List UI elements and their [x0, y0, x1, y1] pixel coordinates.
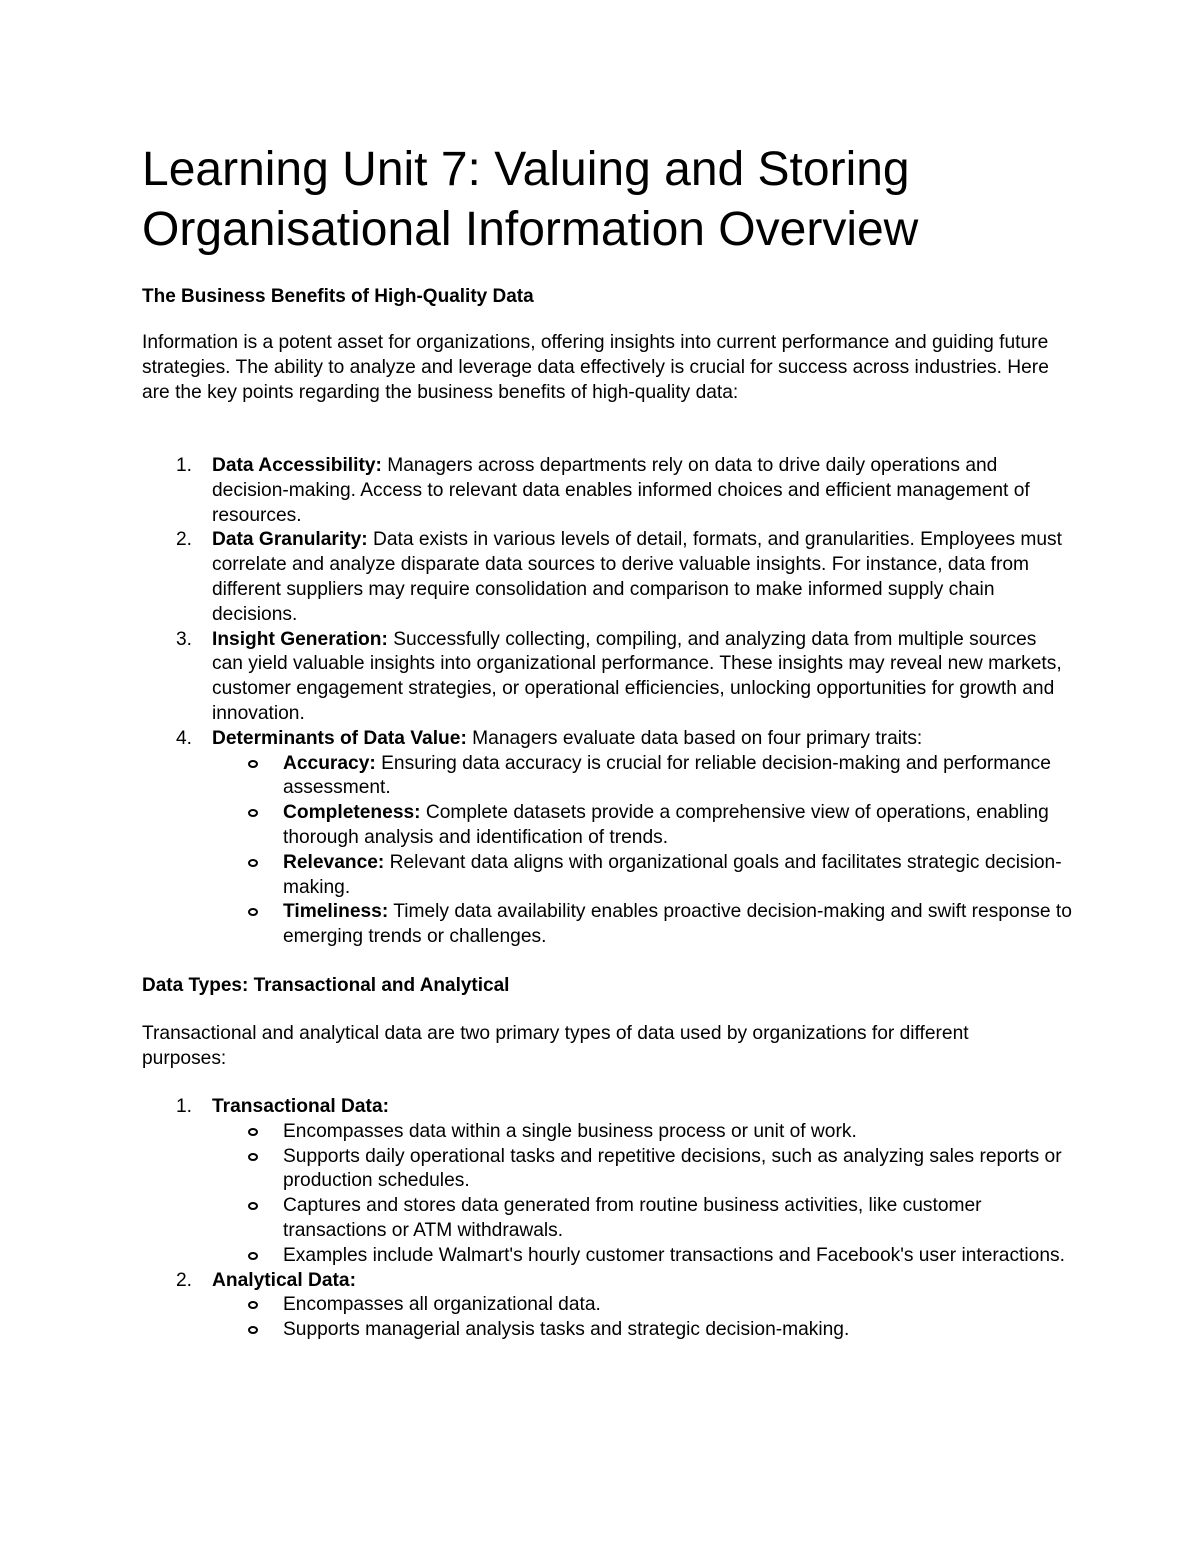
list-number: 1.	[176, 1096, 193, 1117]
list-item-text: Successfully collecting, compiling, and analyzing data from multiple sources can yield valuable insights into organizational performance. These insights may reveal new markets, customer engagement strategies, or operational efficiencies, unlocking opportunities for growth and innovation.	[212, 628, 1062, 724]
sub-list-item	[212, 851, 1073, 901]
data-value-traits-list	[212, 752, 1072, 950]
list-item	[0, 1269, 1072, 1343]
sub-item-text: Examples include Walmart's hourly customer transactions and Facebook's user interactions.	[283, 1244, 1065, 1266]
sub-list-item	[212, 1293, 1073, 1318]
list-number: 1.	[176, 455, 193, 476]
hollow-bullet-icon	[248, 1202, 258, 1210]
section-intro-data-types: Transactional and analytical data are two primary types of data used by organizations for different purposes:	[142, 1023, 969, 1069]
transactional-data-list	[212, 1120, 1072, 1269]
list-item-term: Analytical Data:	[212, 1269, 356, 1291]
sub-list-item	[212, 1145, 1073, 1195]
sub-item-term: Completeness:	[283, 802, 421, 824]
list-number: 2.	[176, 1269, 193, 1291]
hollow-bullet-icon	[248, 1301, 258, 1309]
hollow-bullet-icon	[248, 1128, 258, 1136]
list-item	[0, 1095, 1072, 1269]
sub-item-text: Captures and stores data generated from routine business activities, like customer transactions or ATM withdrawals.	[283, 1195, 982, 1241]
sub-item-text: Supports managerial analysis tasks and strategic decision-making.	[283, 1319, 850, 1341]
page-title: Learning Unit 7: Valuing and Storing Organisational Information Overview	[142, 143, 919, 256]
sub-list-item	[212, 1318, 1073, 1343]
hollow-bullet-icon	[248, 809, 258, 817]
sub-item-term: Accuracy:	[283, 752, 376, 774]
sub-list-item	[212, 1244, 1073, 1269]
data-types-list	[0, 1095, 1072, 1343]
hollow-bullet-icon	[248, 859, 258, 867]
section-intro-business-benefits: Information is a potent asset for organizations, offering insights into current performance and guiding future strategies. The ability to analyze and leverage data effectively is crucial for success across industries. Here are the key points regarding the business benefits of high-quality data:	[142, 332, 1049, 403]
sub-list-item	[212, 752, 1073, 802]
list-item-term: Data Granularity:	[212, 529, 368, 551]
list-item-term: Determinants of Data Value:	[212, 727, 467, 749]
list-item-text: Data exists in various levels of detail, formats, and granularities. Employees must correlate and analyze disparate data sources to derive valuable insights. For instance, data from different suppliers may require consolidation and comparison to make informed supply chain decisions.	[212, 529, 1062, 625]
list-item	[0, 727, 1072, 950]
list-number: 4.	[176, 727, 193, 749]
hollow-bullet-icon	[248, 1153, 258, 1161]
sub-item-text: Relevant data aligns with organizational goals and facilitates strategic decision-making.	[283, 851, 1062, 898]
list-number: 2.	[176, 529, 193, 551]
sub-item-text: Ensuring data accuracy is crucial for reliable decision-making and performance assessment.	[283, 752, 1051, 799]
sub-list-item	[212, 1120, 1073, 1145]
section-heading-data-types: Data Types: Transactional and Analytical	[142, 975, 510, 996]
hollow-bullet-icon	[248, 1326, 258, 1334]
list-item-term: Transactional Data:	[212, 1096, 390, 1117]
list-item	[0, 528, 1072, 627]
sub-item-term: Relevance:	[283, 851, 385, 873]
analytical-data-list	[212, 1293, 1072, 1343]
list-item-term: Data Accessibility:	[212, 455, 382, 476]
sub-list-item	[212, 900, 1073, 950]
sub-item-text: Encompasses data within a single business process or unit of work.	[283, 1120, 857, 1142]
sub-item-term: Timeliness:	[283, 901, 389, 923]
hollow-bullet-icon	[248, 1252, 258, 1260]
list-item-text: Managers evaluate data based on four primary traits:	[466, 727, 923, 749]
sub-list-item	[212, 801, 1073, 851]
list-item	[0, 628, 1072, 727]
benefits-list	[0, 454, 1072, 950]
list-number: 3.	[176, 628, 193, 650]
sub-item-text: Supports daily operational tasks and repetitive decisions, such as analyzing sales reports or production schedules.	[283, 1145, 1062, 1192]
sub-list-item	[212, 1194, 1073, 1244]
hollow-bullet-icon	[248, 760, 258, 768]
section-heading-business-benefits: The Business Benefits of High-Quality Data	[142, 286, 534, 307]
list-item-term: Insight Generation:	[212, 628, 388, 650]
list-item	[0, 454, 1072, 528]
sub-item-text: Timely data availability enables proactive decision-making and swift response to emerging trends or challenges.	[283, 901, 1072, 948]
hollow-bullet-icon	[248, 908, 258, 916]
list-item-text: Managers across departments rely on data to drive daily operations and decision-making. Access to relevant data enables informed choices and efficient management of resources.	[212, 455, 1030, 526]
sub-item-text: Complete datasets provide a comprehensive view of operations, enabling thorough analysis and identification of trends.	[283, 802, 1049, 848]
sub-item-text: Encompasses all organizational data.	[283, 1294, 601, 1316]
